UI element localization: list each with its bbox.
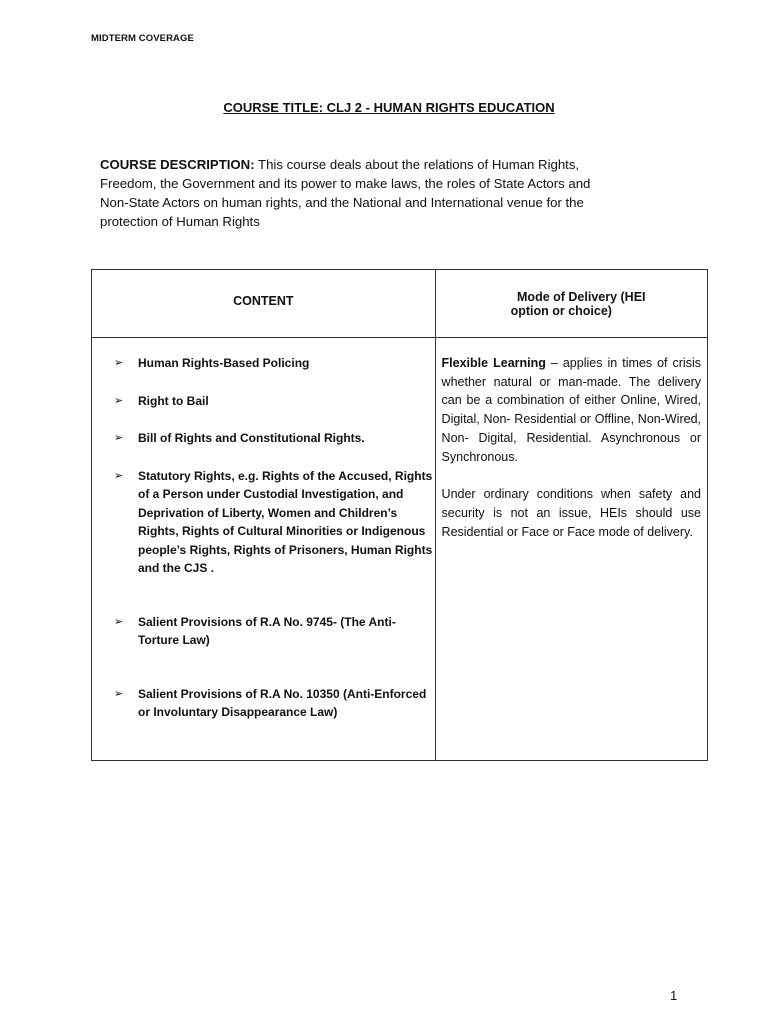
arrow-bullet-icon: ➢ [114,432,124,444]
topic-text: Bill of Rights and Constitutional Rights. [138,431,365,445]
list-item [114,685,435,722]
list-item [114,467,435,578]
content-column-header [92,270,436,338]
page-number: 1 [670,988,678,1003]
course-description-label: COURSE DESCRIPTION: [100,157,255,172]
arrow-bullet-icon: ➢ [114,615,124,628]
flexible-learning-label: Flexible Learning [441,356,546,370]
list-item [114,354,435,373]
content-cell [92,338,436,761]
list-item [114,429,435,448]
arrow-bullet-icon: ➢ [114,469,124,482]
topic-text: Human Rights-Based Policing [138,356,310,370]
topic-text: Salient Provisions of R.A No. 10350 (Anti-Enforced or Involuntary Disappearance Law) [138,686,427,719]
course-description-text: This course deals about the relations of Human Rights, Freedom, the Government and its power to make laws, the roles of State Actors and Non-State Actors on human rights, and the National and International venue for the protection of Human Rights [100,157,591,229]
topic-text: Right to Bail [138,393,209,408]
coverage-table [91,269,708,761]
course-title: COURSE TITLE: CLJ 2 - HUMAN RIGHTS EDUCATION [223,100,555,115]
table-header-row [92,270,708,338]
arrow-bullet-icon: ➢ [114,687,124,700]
course-description [100,155,620,231]
table-body-row [92,338,708,761]
list-item [114,392,435,411]
delivery-cell [435,338,707,761]
content-header-label: CONTENT [233,293,294,308]
delivery-column-header [435,270,707,338]
delivery-paragraph-2: Under ordinary conditions when safety and security is not an issue, HEIs should use Residential or Face or Face mode of delivery. [441,487,701,539]
arrow-bullet-icon: ➢ [114,394,124,407]
topic-list [92,338,435,722]
list-item [114,613,435,650]
topic-text: Salient Provisions of R.A No. 9745- (The Anti-Torture Law) [138,614,396,647]
topic-text: Statutory Rights, e.g. Rights of the Accused, Rights of a Person under Custodial Investigation, and Deprivation of Liberty, Women and Children’s Rights, Rights of Cultural Minorities or Indigenous people’s Rights, Rights of Prisoners, Human Rights and the CJS . [138,468,433,575]
delivery-header-line1: Mode of Delivery (HEI [517,289,646,304]
delivery-header-line2: option or choice) [510,303,612,318]
delivery-paragraph-1 [442,354,701,466]
arrow-bullet-icon: ➢ [114,357,124,369]
delivery-paragraph-1-text: – applies in times of crisis whether natural or man-made. The delivery can be a combination of either Online, Wired, Digital, Non- Residential or Offline, Non-Wired, Non- Digital, Residential. Asynchronous or Synchronous. [441,356,701,464]
midterm-coverage-label: MIDTERM COVERAGE [91,33,194,44]
